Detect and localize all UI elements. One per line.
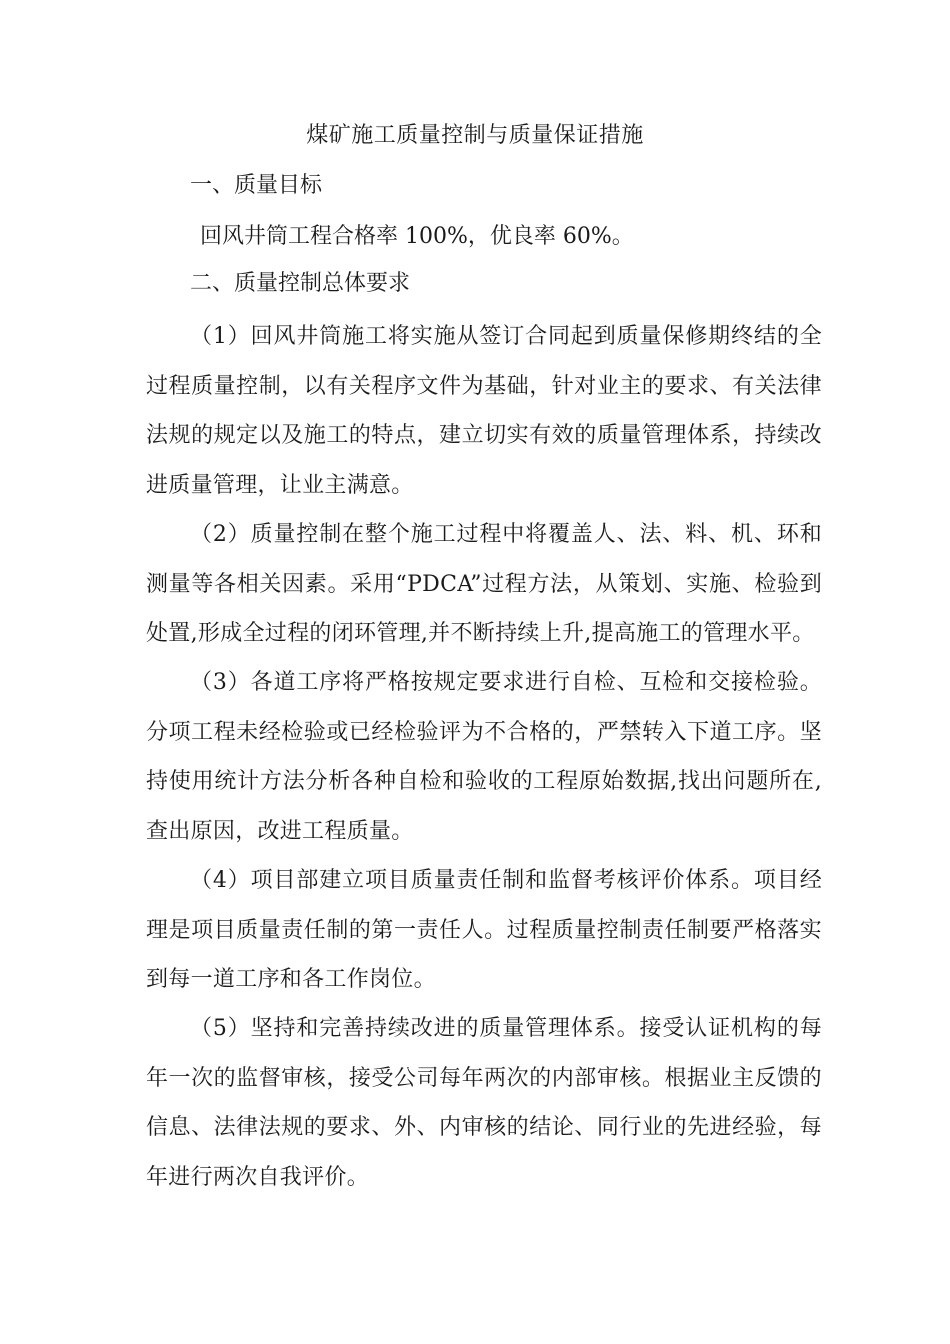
document-title: 煤矿施工质量控制与质量保证措施	[306, 123, 644, 148]
paragraph-3: （3）各道工序将严格按规定要求进行自检、互检和交接检验。分项工程未经检验或已经检验评为不合格的，严禁转入下道工序。坚持使用统计方法分析各种自检和验收的工程原始数据,找出问题所在,查出原因，改进工程质量。	[146, 670, 822, 844]
paragraph-4: （4）项目部建立项目质量责任制和监督考核评价体系。项目经理是项目质量责任制的第一责任人。过程质量控制责任制要严格落实到每一道工序和各工作岗位。	[146, 868, 822, 992]
section-heading-quality-goal: 一、质量目标	[190, 173, 323, 198]
quality-goal-text: 回风井筒工程合格率 100%，优良率 60%。	[200, 224, 634, 249]
paragraph-5: （5）坚持和完善持续改进的质量管理体系。接受认证机构的每年一次的监督审核，接受公司每年两次的内部审核。根据业主反馈的信息、法律法规的要求、外、内审核的结论、同行业的先进经验，每年进行两次自我评价。	[146, 1016, 822, 1190]
section-heading-control-requirements: 二、质量控制总体要求	[190, 271, 411, 296]
paragraph-2: （2）质量控制在整个施工过程中将覆盖人、法、料、机、环和测量等各相关因素。采用“PDCA”过程方法，从策划、实施、检验到处置,形成全过程的闭环管理,并不断持续上升,提高施工的管理水平。	[146, 522, 822, 646]
paragraph-1: （1）回风井筒施工将实施从签订合同起到质量保修期终结的全过程质量控制，以有关程序文件为基础，针对业主的要求、有关法律法规的规定以及施工的特点，建立切实有效的质量管理体系，持续改进质量管理，让业主满意。	[146, 324, 822, 498]
